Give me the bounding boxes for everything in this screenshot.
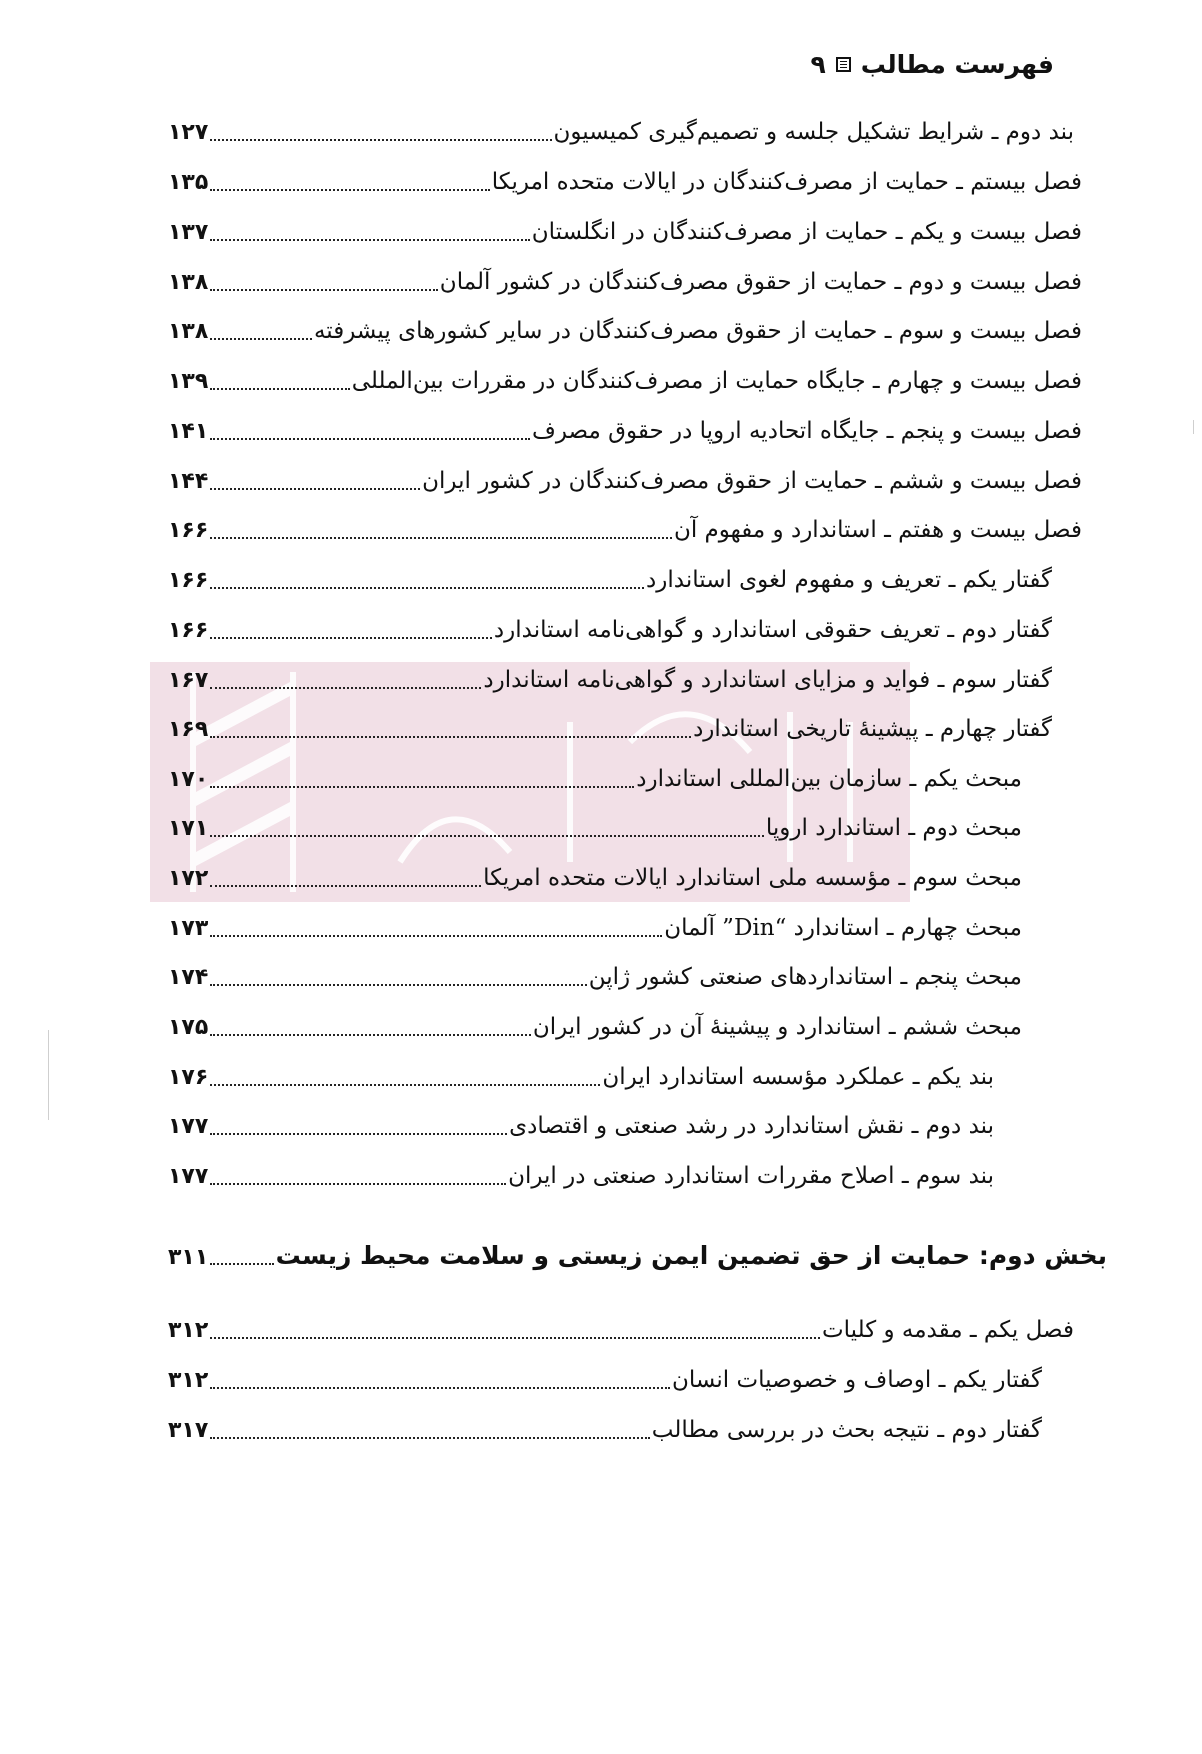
toc-entry-page: ۱۷۱ xyxy=(168,816,209,841)
toc-entry-label: بخش دوم: حمایت از حق تضمین ایمن زیستی و سلامت محیط زیست xyxy=(275,1241,1107,1270)
toc-entry[interactable] xyxy=(168,908,1022,948)
toc-entry[interactable] xyxy=(168,1410,1042,1450)
toc-entry-page: ۱۷۷ xyxy=(168,1114,209,1139)
toc-entry[interactable] xyxy=(168,1360,1042,1400)
toc-entry[interactable] xyxy=(168,808,1022,848)
header-title-group xyxy=(810,50,1054,79)
leader-dots xyxy=(210,835,764,837)
leader-dots xyxy=(210,537,672,539)
square-bullet-icon xyxy=(836,57,851,72)
toc-entry[interactable] xyxy=(168,610,1052,650)
leader-dots xyxy=(210,1263,273,1265)
toc-entry[interactable] xyxy=(168,709,1052,749)
toc-entry[interactable] xyxy=(168,1106,994,1146)
leader-dots xyxy=(210,1387,670,1389)
toc-entry-page: ۱۷۷ xyxy=(168,1164,209,1189)
toc-entry-label: مبحث چهارم ـ استاندارد “Din” آلمان xyxy=(664,915,1022,941)
leader-dots xyxy=(210,1183,506,1185)
toc-entry-page: ۳۱۷ xyxy=(168,1418,209,1443)
toc-entry-label: بند سوم ـ اصلاح مقررات استاندارد صنعتی در ایران xyxy=(508,1163,994,1189)
toc-entry[interactable] xyxy=(168,361,1082,401)
toc-entry-page: ۱۶۷ xyxy=(168,668,209,693)
leader-dots xyxy=(210,189,489,191)
header-page-number: ۹ xyxy=(810,49,826,79)
toc-entry[interactable] xyxy=(168,1310,1074,1350)
toc-entry-label: بند یکم ـ عملکرد مؤسسه استاندارد ایران xyxy=(602,1064,994,1090)
toc-entry-page: ۳۱۱ xyxy=(168,1245,209,1270)
toc-part-heading[interactable] xyxy=(168,1236,1107,1276)
toc-entry-label: فصل بیست و سوم ـ حمایت از حقوق مصرف‌کنندگان در سایر کشورهای پیشرفته xyxy=(313,318,1082,344)
toc-entry-label: فصل بیستم ـ حمایت از مصرف‌کنندگان در ایالات متحده امریکا xyxy=(491,169,1082,195)
toc-entry-label: گفتار دوم ـ نتیجه بحث در بررسی مطالب xyxy=(651,1417,1042,1443)
toc-entry-page: ۱۶۶ xyxy=(168,568,209,593)
toc-entry-page: ۳۱۲ xyxy=(168,1368,209,1393)
toc-entry-page: ۱۷۰ xyxy=(168,767,209,792)
toc-entry-page: ۱۷۲ xyxy=(168,866,209,891)
toc-entry-label: مبحث ششم ـ استاندارد و پیشینهٔ آن در کشور ایران xyxy=(532,1014,1022,1040)
toc-entry[interactable] xyxy=(168,461,1082,501)
page-header xyxy=(160,44,1054,84)
toc-entry-label: فصل بیست و چهارم ـ جایگاه حمایت از مصرف‌کنندگان در مقررات بین‌المللی xyxy=(351,368,1082,394)
toc-entry-label: مبحث پنجم ـ استانداردهای صنعتی کشور ژاپن xyxy=(588,964,1022,990)
toc-entry-label: مبحث سوم ـ مؤسسه ملی استاندارد ایالات متحده امریکا xyxy=(483,865,1022,891)
toc-entry-page: ۱۳۵ xyxy=(168,170,209,195)
toc-entry[interactable] xyxy=(168,510,1082,550)
toc-entry-page: ۳۱۲ xyxy=(168,1318,209,1343)
leader-dots xyxy=(210,139,551,141)
toc-entry-label: فصل بیست و دوم ـ حمایت از حقوق مصرف‌کنندگان در کشور آلمان xyxy=(439,269,1082,295)
toc-entry-label: گفتار سوم ـ فواید و مزایای استاندارد و گواهی‌نامه استاندارد xyxy=(483,667,1052,693)
toc-entry[interactable] xyxy=(168,162,1082,202)
toc-entry[interactable] xyxy=(168,1007,1022,1047)
toc-entry[interactable] xyxy=(168,759,1022,799)
leader-dots xyxy=(210,786,634,788)
leader-dots xyxy=(210,239,529,241)
header-title: فهرست مطالب xyxy=(860,49,1054,79)
leader-dots xyxy=(210,1034,531,1036)
toc-entry-page: ۱۶۹ xyxy=(168,717,209,742)
toc-entry-label: گفتار چهارم ـ پیشینهٔ تاریخی استاندارد xyxy=(693,716,1052,742)
toc-entry[interactable] xyxy=(168,858,1022,898)
leader-dots xyxy=(210,1084,600,1086)
toc-entry-label: فصل بیست و یکم ـ حمایت از مصرف‌کنندگان در انگلستان xyxy=(531,219,1082,245)
toc-entry[interactable] xyxy=(168,560,1052,600)
toc-entry-label: مبحث یکم ـ سازمان بین‌المللی استاندارد xyxy=(636,766,1022,792)
toc-entry-page: ۱۶۶ xyxy=(168,518,209,543)
leader-dots xyxy=(210,438,530,440)
leader-dots xyxy=(210,1437,649,1439)
toc-entry-page: ۱۳۸ xyxy=(168,319,209,344)
toc-entry-label: مبحث دوم ـ استاندارد اروپا xyxy=(765,815,1022,841)
toc-entry[interactable] xyxy=(168,212,1082,252)
toc-entry[interactable] xyxy=(168,1156,994,1196)
toc-entry-label: فصل یکم ـ مقدمه و کلیات xyxy=(821,1317,1074,1343)
leader-dots xyxy=(210,984,586,986)
toc-entry-label: گفتار یکم ـ اوصاف و خصوصیات انسان xyxy=(671,1367,1042,1393)
toc-entry-page: ۱۷۴ xyxy=(168,965,209,990)
toc-entry-label: گفتار دوم ـ تعریف حقوقی استاندارد و گواهی‌نامه استاندارد xyxy=(493,617,1052,643)
leader-dots xyxy=(210,289,438,291)
toc-entry-label: بند دوم ـ نقش استاندارد در رشد صنعتی و اقتصادی xyxy=(509,1113,994,1139)
leader-dots xyxy=(210,488,420,490)
leader-dots xyxy=(210,1337,820,1339)
toc-entry[interactable] xyxy=(168,112,1074,152)
toc-entry[interactable] xyxy=(168,660,1052,700)
toc-entry[interactable] xyxy=(168,262,1082,302)
toc-entry-page: ۱۴۱ xyxy=(168,419,209,444)
toc-entry-page: ۱۳۹ xyxy=(168,369,209,394)
toc-entry[interactable] xyxy=(168,411,1082,451)
scan-edge-mark xyxy=(1193,420,1194,434)
toc-entry-label: بند دوم ـ شرایط تشکیل جلسه و تصمیم‌گیری کمیسیون xyxy=(553,119,1074,145)
toc-entry[interactable] xyxy=(168,957,1022,997)
toc-entry-page: ۱۷۳ xyxy=(168,916,209,941)
toc-entry-page: ۱۶۶ xyxy=(168,618,209,643)
leader-dots xyxy=(210,587,644,589)
leader-dots xyxy=(210,687,481,689)
leader-dots xyxy=(210,885,481,887)
toc-entry-page: ۱۳۷ xyxy=(168,220,209,245)
toc-entry-label: فصل بیست و پنجم ـ جایگاه اتحادیه اروپا در حقوق مصرف xyxy=(531,418,1082,444)
toc-entry-page: ۱۷۶ xyxy=(168,1065,209,1090)
leader-dots xyxy=(210,736,691,738)
toc-entry-page: ۱۴۴ xyxy=(168,469,209,494)
toc-entry-page: ۱۳۸ xyxy=(168,270,209,295)
toc-entry-label: گفتار یکم ـ تعریف و مفهوم لغوی استاندارد xyxy=(646,567,1052,593)
leader-dots xyxy=(210,1133,507,1135)
leader-dots xyxy=(210,935,662,937)
toc-entry-label: فصل بیست و ششم ـ حمایت از حقوق مصرف‌کنندگان در کشور ایران xyxy=(422,468,1082,494)
leader-dots xyxy=(210,388,349,390)
toc-entry[interactable] xyxy=(168,311,1082,351)
scan-edge-mark xyxy=(48,1030,49,1120)
toc-entry[interactable] xyxy=(168,1057,994,1097)
leader-dots xyxy=(210,637,492,639)
toc-entry-label: فصل بیست و هفتم ـ استاندارد و مفهوم آن xyxy=(673,517,1082,543)
leader-dots xyxy=(210,338,312,340)
toc-entry-page: ۱۷۵ xyxy=(168,1015,209,1040)
toc-entry-page: ۱۲۷ xyxy=(168,120,209,145)
